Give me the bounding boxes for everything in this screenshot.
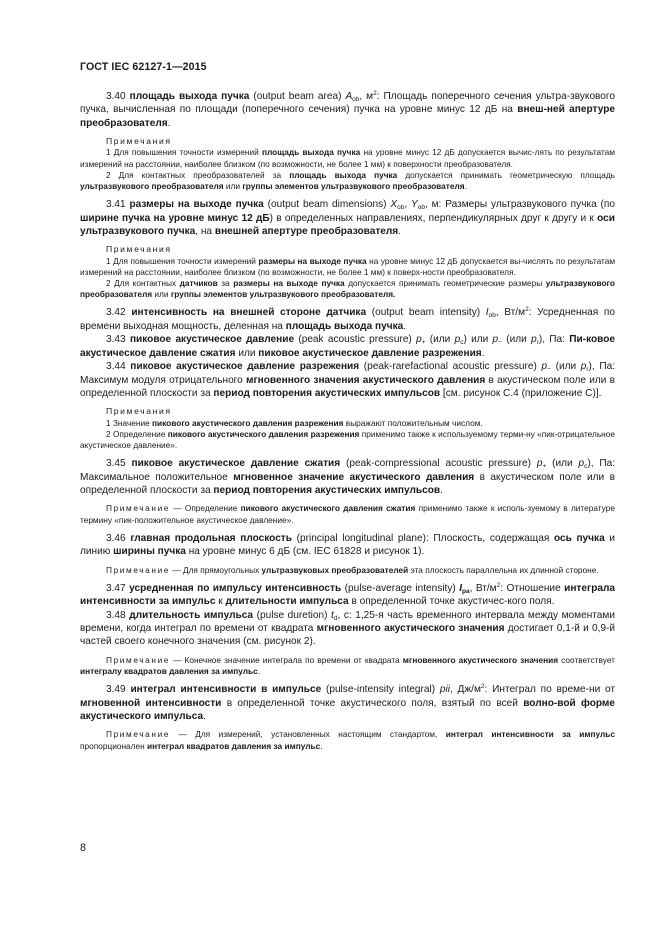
- note-3-46: Примечание — Для прямоугольных ультразвуковых преобразователей эта плоскость параллельна их длинной стороне.: [106, 564, 599, 575]
- page-content: [80, 90, 615, 752]
- term-3-44: 3.44 пиковое акустическое давление разрежения (peak-rarefactional acoustic pressure) $p_-$ (или $p_r$), Па: Максимум модуля отрицательного мгновенного значения акустического давления в акустическом поле или в определенной плоскости за период повторения акустических импульсов [см. рисунок С.4 (приложение С)].: [80, 361, 616, 399]
- note-3-40-1: 1 Для повышения точности измерений площадь выхода пучка на уровне минус 12 дБ допускается вычис-лять по результатам измерений на расстоянии, наиболее близком (по возможности, не более 1 мм) к поверхности преобразователя.: [80, 147, 615, 169]
- term-3-46: 3.46 главная продольная плоскость (principal longitudinal plane): Плоскость, содержащая ось пучка и линию ширины пучка на уровне минус 6 дБ (см. IEC 61828 и рисунок 1).: [80, 532, 615, 558]
- note-label: Примечание: [106, 654, 171, 665]
- term-3-45: 3.45 пиковое акустическое давление сжатия (peak-compressional acoustic pressure) $p_+$ (или $p_c$), Па: Максимальное положительное мгновенное значение акустического давления в акустическом поле или в определенной плоскости за период повторения акустических импульсов.: [80, 458, 616, 496]
- note-3-45: Примечание — Определение пикового акустического давления сжатия применимо также к исполь-зуемому в литературе термину «пик-положительное акустическое давление».: [80, 503, 615, 525]
- term-3-43: 3.43 пиковое акустическое давление (peak acoustic pressure) $p_+$ (или $p_c$) или $p_-$ (или $p_r$), Па: Пи-ковое акустическое давление сжатия или пиковое акустическое давление разрежения.: [80, 334, 616, 359]
- note-3-44-1: 1 Значение пикового акустического давления разрежения выражают положительным числом.: [106, 417, 483, 428]
- notes-heading: Примечания: [106, 406, 172, 417]
- note-3-49: Примечание — Для измерений, установленных настоящим стандартом, интеграл интенсивности за импульс пропорционален интеграл квадратов давления за импульс.: [80, 729, 615, 751]
- note-label: Примечание: [106, 503, 171, 514]
- notes-heading: Примечания: [106, 136, 172, 147]
- term-3-49: 3.49 интеграл интенсивности в импульсе (pulse-intensity integral) pii, $Дж/м^2$: Интеграл по време-ни от мгновенной интенсивности в определенной точке акустического поля, взятый по всей волно-вой форме акустического импульса.: [80, 683, 616, 723]
- note-3-44-2: 2 Определение пикового акустического давления разрежения применимо также к используемому терми-ну «пик-отрицательное акустическое давление».: [80, 428, 615, 450]
- term-3-48: 3.48 длительность импульса (pulse duretion) $t_d$, с: 1,25-я часть временного интервала между моментами времени, когда интеграл по времени от квадрата мгновенного акустического значения достигает 0,1-й и 0,9-й частей своего конечного значения (см. рисунок 2).: [80, 609, 615, 648]
- term-3-47: 3.47 усредненная по импульсу интенсивность (pulse-average intensity) $I_{pa}$, $Вт/м^2$: Отношение интеграла интенсивности за импульс к длительности импульса в определенной точке акустичес-кого поля.: [80, 581, 615, 608]
- notes-heading: Примечания: [106, 244, 172, 255]
- note-3-41-2: 2 Для контактных датчиков за размеры на выходе пучка допускается принимать геометрические размеры ультразвукового преобразователя или группы элементов ультразвукового преобразователя.: [80, 278, 615, 300]
- note-3-40-2: 2 Для контактных преобразователей за площадь выхода пучка допускается принимать геометрическую площадь ультразвукового преобразователя или группы элементов ультразвукового преобразователя.: [80, 169, 615, 192]
- term-3-41: 3.41 размеры на выходе пучка (output beam dimensions) $X_{ob}$, $Y_{ob}$, м: Размеры ультразвукового пучка (по ширине пучка на уровне минус 12 дБ) в определенных направлениях, перпендикулярных друг к другу и к оси ультразвукового пучка, на внешней апертуре преобразователя.: [80, 199, 616, 238]
- note-label: Примечание: [106, 729, 171, 740]
- term-3-42: 3.42 интенсивность на внешней стороне датчика (output beam intensity) $I_{ob}$, $Вт/м^2$: Усредненная по времени выходная мощность, деленная на площадь выхода пучка.: [80, 306, 615, 332]
- term-3-40: 3.40 площадь выхода пучка (output beam area) $A_{ob}$, $м^2$: Площадь поперечного сечения ультра-звукового пучка, вычисленная по площади (поперечного сечения) пучка на уровне минус 12 дБ на внеш-ней апертуре преобразователя.: [80, 90, 615, 129]
- note-label: Примечание: [106, 564, 171, 575]
- page-number: 8: [80, 842, 86, 854]
- note-3-41-1: 1 Для повышения точности измерений размеры на выходе пучка на уровне минус 12 дБ допускается вы-числять по результатам измерений на расстоянии, наиболее близком (по возможности, не более 1 мм) к поверх-ности преобразователя.: [80, 255, 616, 277]
- page-header: ГОСТ IEC 62127-1—2015: [80, 61, 207, 73]
- note-3-48: Примечание — Конечное значение интеграла по времени от квадрата мгновенного акустического значения соответствует интегралу квадратов давления за импульс.: [80, 654, 615, 676]
